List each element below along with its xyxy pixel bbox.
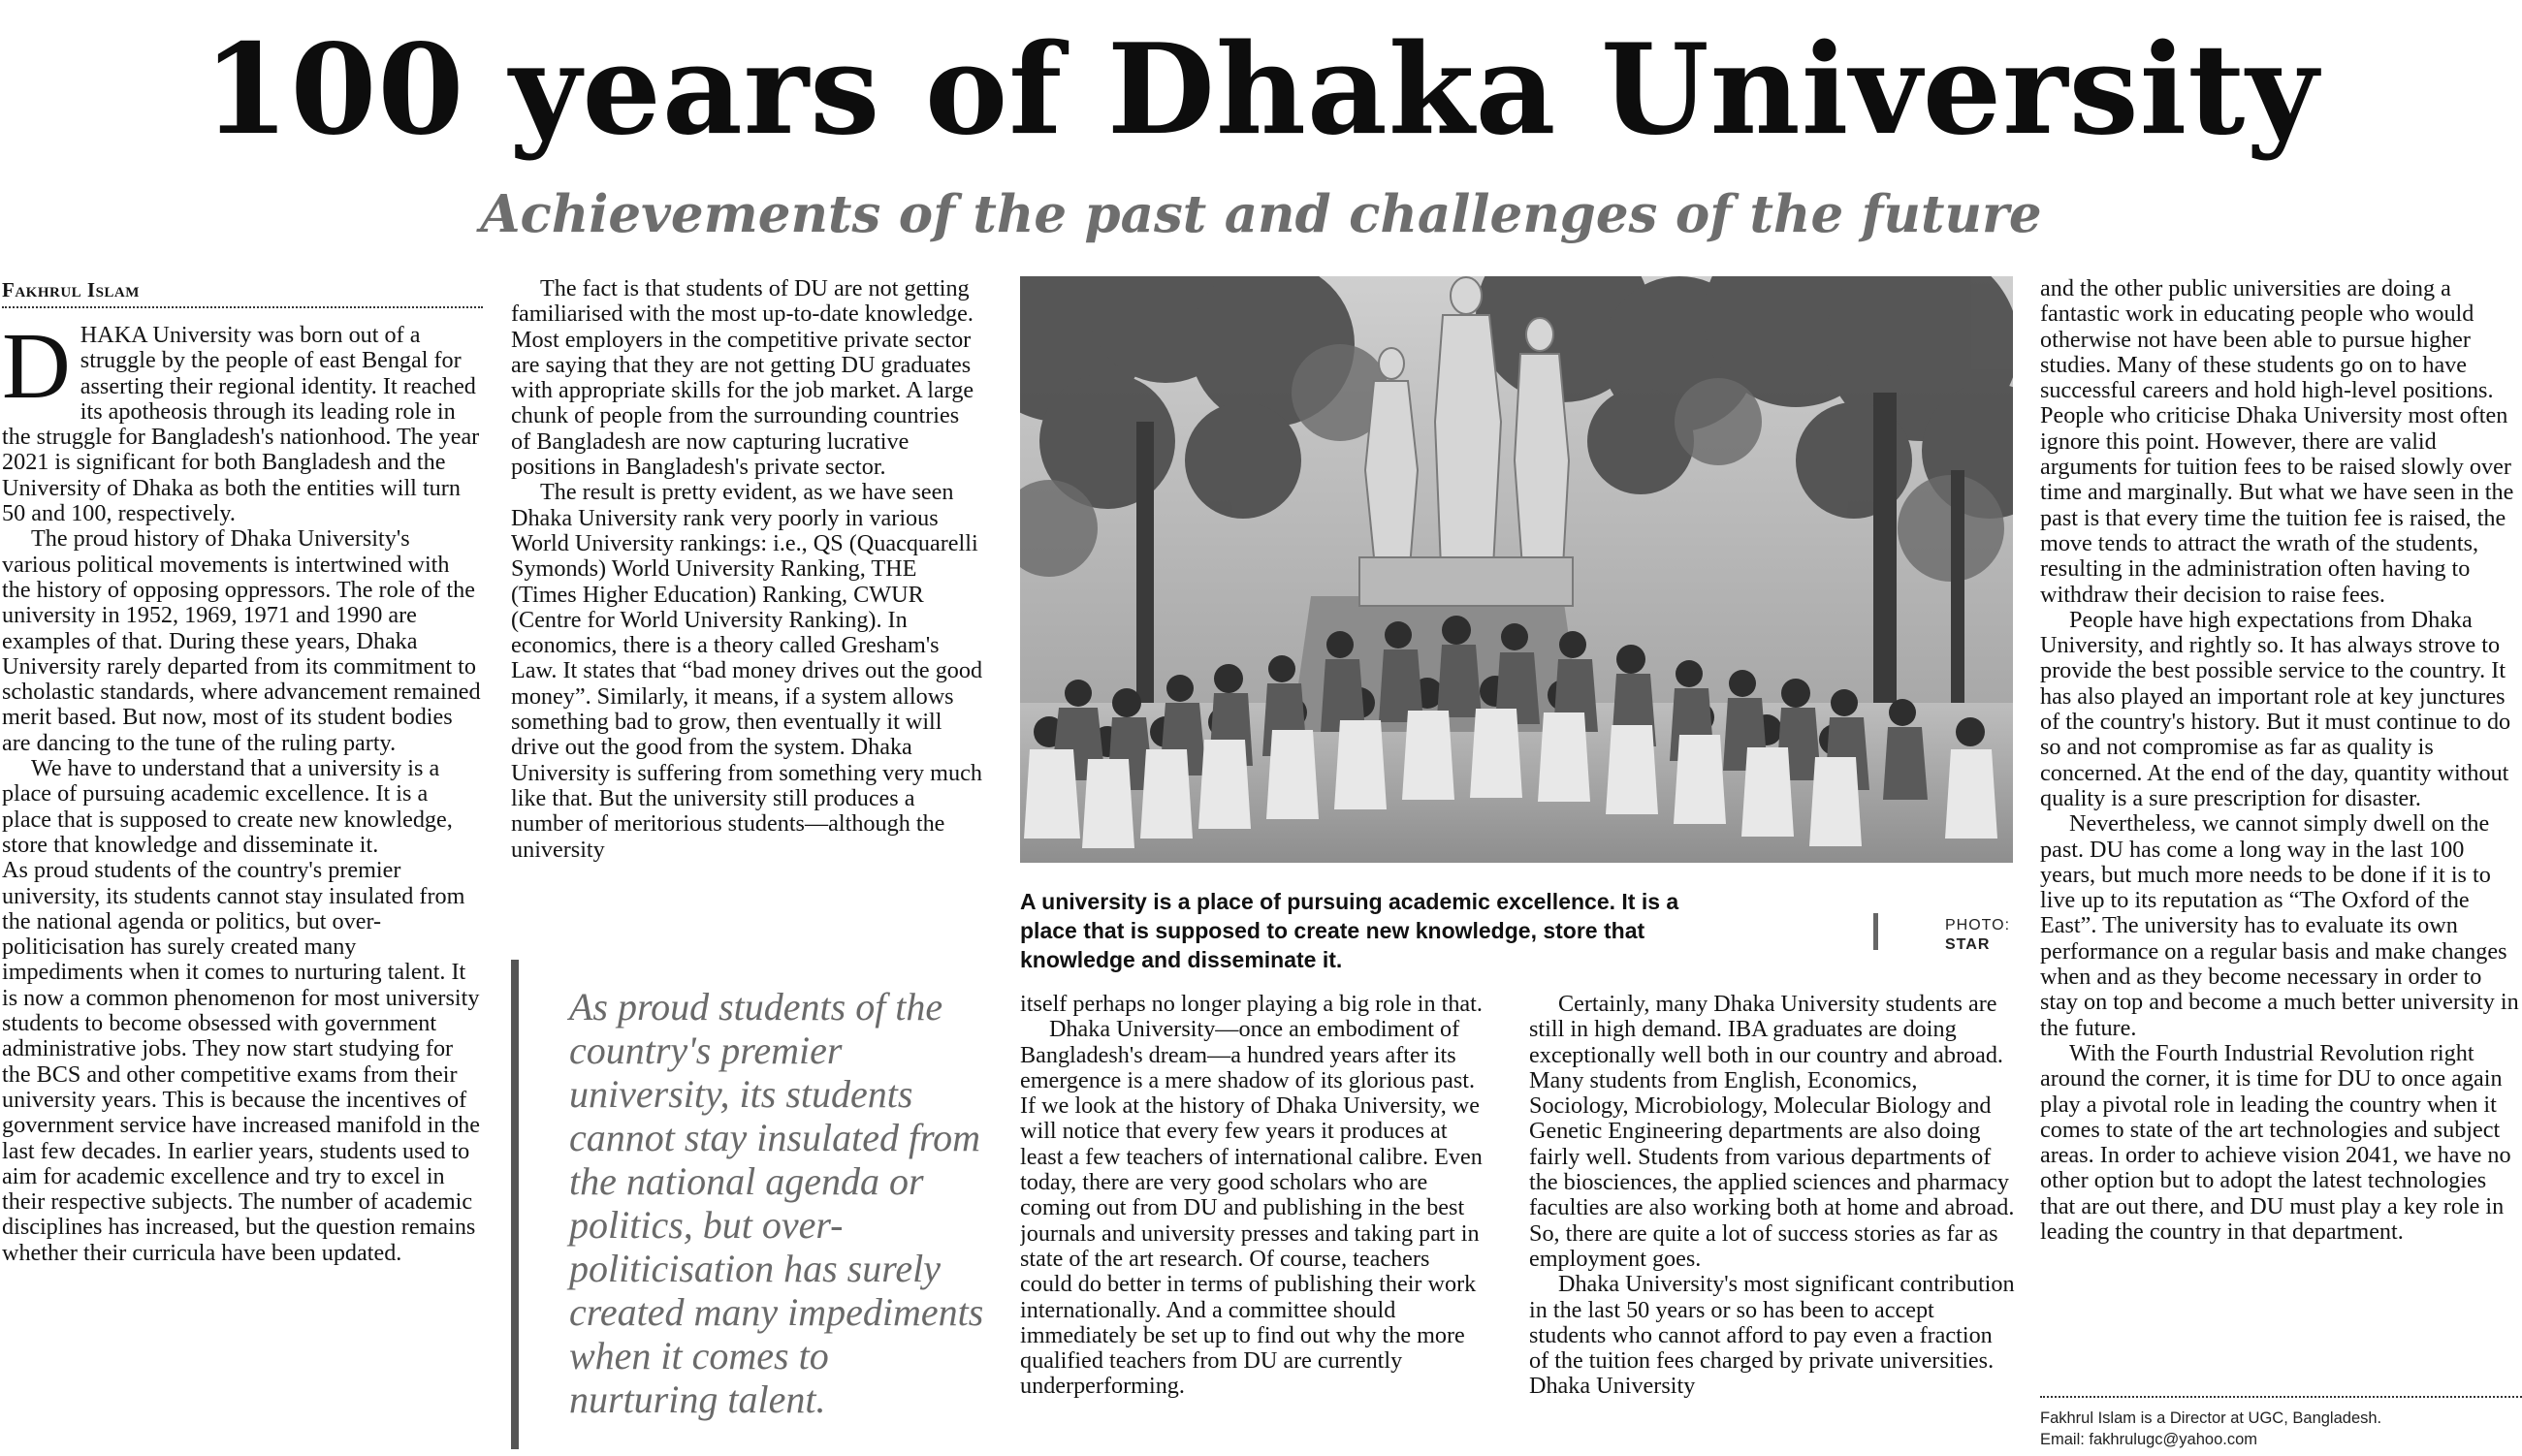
- article-paragraph: Dhaka University's most significant contribution in the last 50 years or so has been to accept students who cannot afford to pay even a fraction of the tuition fees charged by private universities. Dhaka University: [1529, 1271, 2015, 1400]
- photo-credit-label: PHOTO:: [1945, 917, 2011, 934]
- article-paragraph: As proud students of the country's premier university, its students cannot stay insulated from the national agenda or politics, but over-politicisation has surely created many impediments when it comes to nurturing talent. It is now a common phenomenon for most university students to become obsessed with government administrative jobs. They now start studying for the BCS and other competitive exams from their university years. This is because the incentives of government service have increased manifold in the last few decades. In earlier years, students used to aim for academic excellence and try to excel in their respective subjects. The number of academic disciplines has increased, but the question remains whether their curricula have been updated.: [2, 857, 480, 1266]
- article-column-5: [2040, 276, 2522, 1381]
- article-column-4: [1529, 992, 2017, 1454]
- author-bio: [2040, 1396, 2522, 1450]
- photo-caption: A university is a place of pursuing academic excellence. It is a place that is supposed to create new knowledge, store that knowledge and disseminate it.: [1020, 889, 1679, 972]
- article-paragraph: Certainly, many Dhaka University students are still in high demand. IBA graduates are doing exceptionally well both in our country and abroad. Many students from English, Economics, Sociology, Microbiology, Molecular Biology and Genetic Engineering departments are also doing fairly well. Students from various departments of the biosciences, the applied sciences and pharmacy faculties are also working both at home and abroad. So, there are quite a lot of success stories as far as employment goes.: [1529, 992, 2015, 1272]
- article-paragraph: The fact is that students of DU are not getting familiarised with the most up-to-date knowledge. Most employers in the competitive private sector are saying that they are not getting DU graduates with appropriate skills for the job market. A large chunk of people from the surrounding countries of Bangladesh are now capturing lucrative positions in Bangladesh's private sector.: [511, 276, 974, 481]
- paragraph-text: HAKA University was born out of a struggle by the people of east Bengal for asserting their regional identity. It reached its apotheosis through its leading role in the struggle for Bangladesh's nationhood. The year 2021 is significant for both Bangladesh and the University of Dhaka as both the entities will turn 50 and 100, respectively.: [2, 323, 480, 527]
- article-column-3: [1020, 992, 1484, 1454]
- photo-credit-name: STAR: [1945, 936, 1991, 953]
- pull-quote-text: As proud students of the country's premier university, its students cannot stay insulated from the national agenda or politics, but over-politicisation has surely created many impediments when it comes to nurturing talent.: [569, 985, 984, 1421]
- article-photo: [1020, 276, 2013, 863]
- photo-credit: [1945, 916, 2023, 955]
- article-paragraph: The result is pretty evident, as we have seen Dhaka University rank very poorly in various World University rankings: i.e., QS (Quacquarelli Symonds) World University Ranking, THE (Times Higher Education) Ranking, CWUR (Centre for World University Ranking). In economics, there is a theory called Gresham's Law. It states that “bad money drives out the good money”. Similarly, it means, if a system allows something bad to grow, then eventually it will drive out the good from the system. Dhaka University is suffering from something very much like that. But the university still produces a number of meritorious students—although the university: [511, 479, 983, 863]
- article-paragraph: Nevertheless, we cannot simply dwell on the past. DU has come a long way in the last 100 years, but much more needs to be done if it is to live up to its reputation as “The Oxford of the East”. The university has to evaluate its own performance on a regular basis and make changes when and as they become necessary in order to stay on top and become a much better university in the future.: [2040, 810, 2519, 1041]
- article-paragraph: [2, 323, 483, 526]
- article-paragraph: The proud history of Dhaka University's various political movements is intertwined with the history of opposing oppressors. The role of the university in 1952, 1969, 1971 and 1990 are examples of that. During these years, Dhaka University rarely departed from its commitment to scholastic standards, where advancement remained merit based. But now, most of its student bodies are dancing to the tune of the ruling party.: [2, 525, 481, 756]
- article-column-2: [511, 276, 983, 926]
- article-column-1: [2, 323, 483, 1453]
- article-paragraph: Dhaka University—once an embodiment of Bangladesh's dream—a hundred years after its emergence is a mere shadow of its glorious past. If we look at the history of Dhaka University, we will notice that every few years it produces at least a few teachers of international calibre. Even today, there are very good scholars who are coming out from DU and publishing in the best journals and university presses and taking part in state of the art research. Of course, teachers could do better in terms of publishing their work internationally. And a committee should immediately be set up to find out why the more qualified teachers from DU are currently underperforming.: [1020, 1016, 1483, 1400]
- drop-cap: D: [2, 323, 71, 419]
- author-bio-line: Fakhrul Islam is a Director at UGC, Bangladesh.: [2040, 1409, 2382, 1427]
- subheadline: Achievements of the past and challenges of the future: [480, 184, 2042, 244]
- article-paragraph: itself perhaps no longer playing a big role in that.: [1020, 992, 1483, 1017]
- author-email: Email: fakhrulugc@yahoo.com: [2040, 1431, 2258, 1448]
- article-paragraph: People have high expectations from Dhaka University, and rightly so. It has always strove to provide the best possible service to the country. It has also played an important role at key junctures of the country's history. But it must continue to do so and not compromise as far as quality is concerned. At the end of the day, quantity without quality is a sure prescription for disaster.: [2040, 606, 2511, 811]
- article-paragraph: With the Fourth Industrial Revolution right around the corner, it is time for DU to once again play a pivotal role in leading the country when it comes to state of the art technologies and subject areas. In order to achieve vision 2041, we have no other option but to adopt the latest technologies that are out there, and DU must play a key role in leading the country in that department.: [2040, 1039, 2511, 1245]
- photo-image: [1020, 276, 2013, 863]
- credit-divider: [1873, 913, 1878, 950]
- pull-quote: [511, 960, 986, 1449]
- article-paragraph: We have to understand that a university is a place of pursuing academic excellence. It is a place that is supposed to create new knowledge, store that knowledge and disseminate it.: [2, 755, 453, 858]
- byline: Fakhrul Islam: [2, 276, 483, 308]
- article-paragraph: and the other public universities are doing a fantastic work in educating people who would otherwise not have been able to pursue higher studies. Many of these students go on to have successful careers and hold high-level positions. People who criticise Dhaka University most often ignore this point. However, there are valid arguments for tuition fees to be raised slowly over time and marginally. But what we have seen in the past is that every time the tuition fee is raised, the move tends to attract the wrath of the students, resulting in the administration often having to withdraw their decision to raise fees.: [2040, 276, 2514, 608]
- headline: 100 years of Dhaka University: [203, 17, 2319, 163]
